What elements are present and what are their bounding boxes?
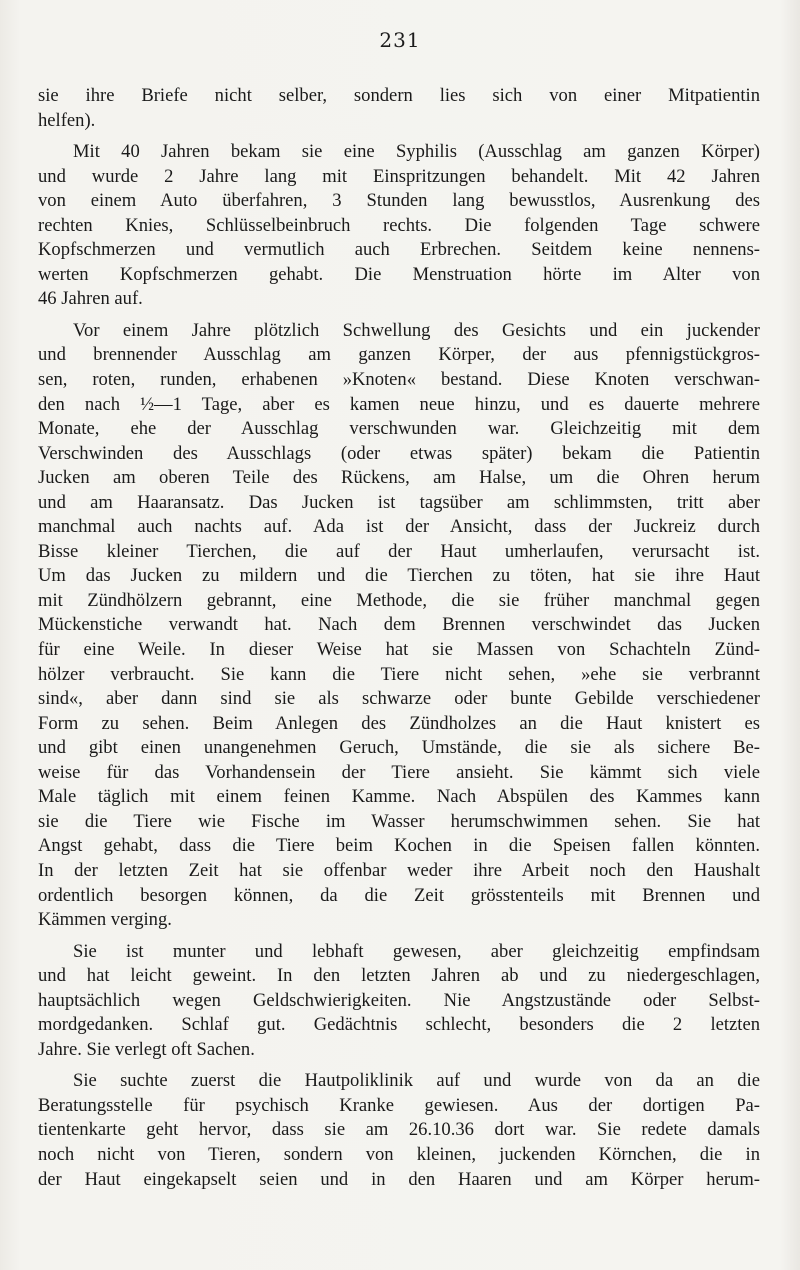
text-line: sind«, aber dann sind sie als schwarze oder bunte Gebilde verschiedener [38,688,760,710]
text-line: für eine Weile. In dieser Weise hat sie Massen von Schachteln Zünd- [38,639,760,661]
text-line: rechten Knies, Schlüsselbeinbruch rechts. Die folgenden Tage schwere [38,214,760,236]
text-line: Sie suchte zuerst die Hautpoliklinik auf und wurde von da an die [73,1070,760,1092]
text-line: Kopfschmerzen und vermutlich auch Erbrechen. Seitdem keine nennens- [38,239,760,261]
text-line: noch nicht von Tieren, sondern von kleinen, juckenden Körnchen, die in [38,1143,760,1165]
text-line: tientenkarte geht hervor, dass sie am 26.10.36 dort war. Sie redete damals [38,1119,760,1141]
text-line: Mückenstiche verwandt hat. Nach dem Brennen verschwindet das Jucken [38,614,760,636]
text-line: Beratungsstelle für psychisch Kranke gewiesen. Aus der dortigen Pa- [38,1094,760,1116]
text-line: mordgedanken. Schlaf gut. Gedächtnis schlecht, besonders die 2 letzten [38,1014,760,1036]
paragraph [38,940,760,1063]
paragraph [38,319,760,933]
text-line: ordentlich besorgen können, da die Zeit grösstenteils mit Brennen und [38,884,760,906]
text-line: sie ihre Briefe nicht selber, sondern lies sich von einer Mitpatientin [38,85,760,106]
text-line: werten Kopfschmerzen gehabt. Die Menstruation hörte im Alter von [38,263,760,285]
text-line: Form zu sehen. Beim Anlegen des Zündholzes an die Haut knistert es [38,712,760,734]
paragraph [38,140,760,312]
text-line: manchmal auch nachts auf. Ada ist der Ansicht, dass der Juckreiz durch [38,516,760,538]
text-line: In der letzten Zeit hat sie offenbar weder ihre Arbeit noch den Haushalt [38,859,760,881]
text-line: der Haut eingekapselt seien und in den Haaren und am Körper herum- [38,1168,760,1190]
text-line: Monate, ehe der Ausschlag verschwunden war. Gleichzeitig mit dem [38,418,760,440]
text-line: sie die Tiere wie Fische im Wasser herumschwimmen sehen. Sie hat [38,810,760,832]
text-line: und am Haaransatz. Das Jucken ist tagsüber am schlimmsten, tritt aber [38,491,760,513]
text-line: und gibt einen unangenehmen Geruch, Umstände, die sie als sichere Be- [38,737,760,759]
text-line: Kämmen verging. [38,909,172,931]
text-line: und hat leicht geweint. In den letzten Jahren ab und zu niedergeschlagen, [38,965,760,987]
text-line: sen, roten, runden, erhabenen »Knoten« bestand. Diese Knoten verschwan- [38,369,760,391]
text-line: Um das Jucken zu mildern und die Tierchen zu töten, hat sie ihre Haut [38,565,760,587]
paragraph [38,84,760,133]
text-line: Male täglich mit einem feinen Kamme. Nach Abspülen des Kammes kann [38,786,760,808]
text-line: von einem Auto überfahren, 3 Stunden lang bewusstlos, Ausrenkung des [38,190,760,212]
text-line: 46 Jahren auf. [38,288,143,310]
page-number: 231 [379,28,421,52]
text-line: Jahre. Sie verlegt oft Sachen. [38,1038,255,1060]
text-line: Jucken am oberen Teile des Rückens, am Halse, um die Ohren herum [38,467,760,489]
text-line: helfen). [38,109,96,131]
text-line: Sie ist munter und lebhaft gewesen, aber gleichzeitig empfindsam [73,940,760,962]
text-line: mit Zündhölzern gebrannt, eine Methode, die sie früher manchmal gegen [38,589,760,611]
body-text [38,84,760,1199]
text-line: hauptsächlich wegen Geldschwierigkeiten. Nie Angstzustände oder Selbst- [38,989,760,1011]
text-line: Vor einem Jahre plötzlich Schwellung des Gesichts und ein juckender [73,319,760,341]
text-line: weise für das Vorhandensein der Tiere ansieht. Sie kämmt sich viele [38,761,760,783]
text-line: hölzer verbraucht. Sie kann die Tiere nicht sehen, »ehe sie verbrannt [38,663,760,685]
text-line: Angst gehabt, dass die Tiere beim Kochen in die Speisen fallen könnten. [38,835,760,857]
text-line: Verschwinden des Ausschlags (oder etwas später) bekam die Patientin [38,442,760,464]
text-line: den nach ½—1 Tage, aber es kamen neue hinzu, und es dauerte mehrere [38,393,760,415]
text-line: Bisse kleiner Tierchen, die auf der Haut umherlaufen, verursacht ist. [38,540,760,562]
text-line: Mit 40 Jahren bekam sie eine Syphilis (Ausschlag am ganzen Körper) [73,141,760,163]
paragraph [38,1069,760,1192]
text-line: und brennender Ausschlag am ganzen Körper, der aus pfennigstückgros- [38,344,760,366]
text-line: und wurde 2 Jahre lang mit Einspritzungen behandelt. Mit 42 Jahren [38,165,760,187]
